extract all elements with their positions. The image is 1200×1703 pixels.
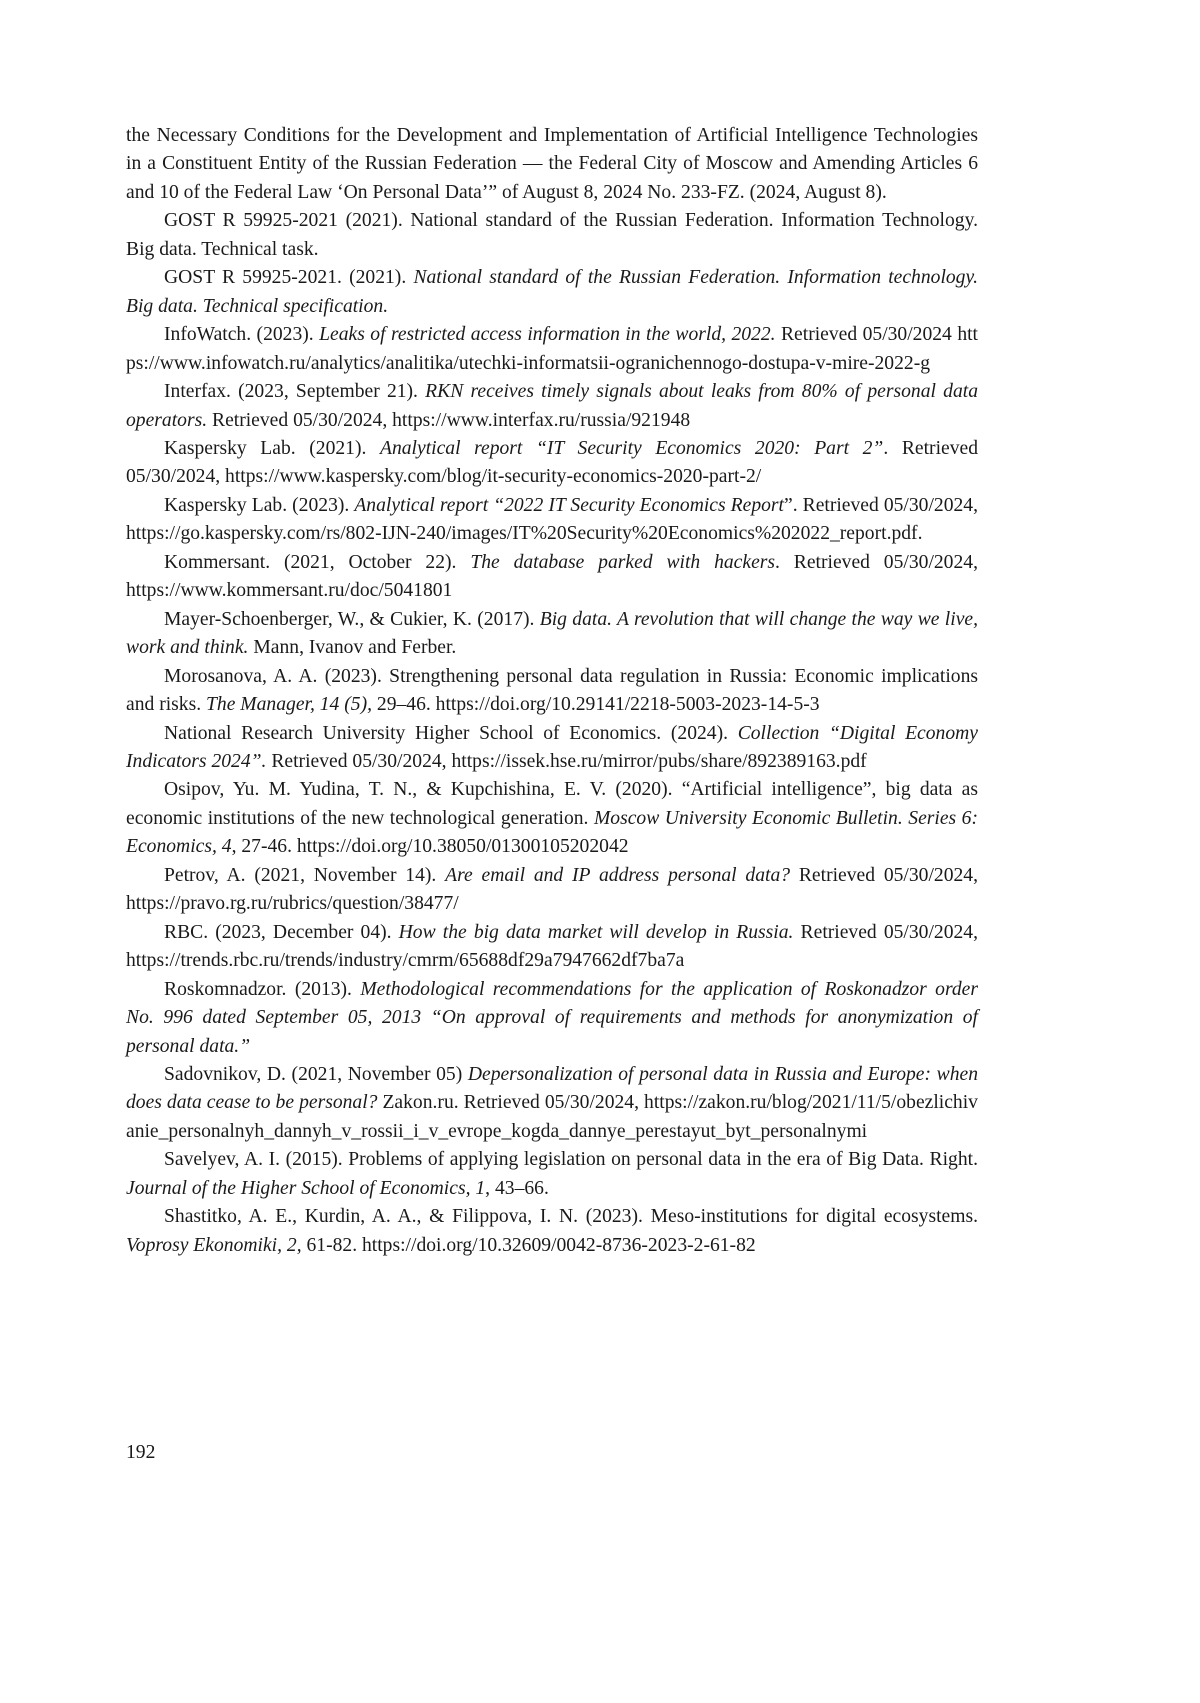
reference-url: https://go.kaspersky.com/rs/802-IJN-240/images/IT%20Security%20Economics%202022_report.pdf. [126,523,923,545]
reference-entry [126,862,978,919]
reference-title-italic: Moscow University Economic Bulletin. Series 6: Economics, 4 [126,807,978,858]
reference-text: Retrieved 05/30/2024 [775,324,958,346]
reference-entry [126,378,978,435]
reference-title-italic: Depersonalization of personal data in Russia and Europe: when does data cease to be personal? [126,1063,978,1114]
reference-url: https://www.infowatch.ru/analytics/analitika/utechki-informatsii-ogranichennogo-dostupa-v-mire-2022-g [126,324,978,374]
reference-text: Sadovnikov, D. (2021, November 05) [164,1063,468,1085]
reference-entry [126,1203,978,1260]
reference-text: , 43–66. [485,1177,549,1199]
reference-text: Osipov, Yu. M. Yudina, T. N., & Kupchishina, E. V. (2020). “Artificial intelligence”, big data as economic institutions of the new technological generation. [126,779,978,829]
reference-entry [126,919,978,976]
reference-text: Retrieved 05/30/2024, https://www.interfax.ru/russia/921948 [207,409,691,431]
reference-text: Zakon.ru. Retrieved 05/30/2024, [377,1092,645,1114]
reference-title-italic: Are email and IP address personal data? [445,864,791,886]
reference-title-italic: Big data. A revolution that will change the way we live, work and think. [126,608,978,659]
reference-title-italic: The database parked with hackers [470,551,776,573]
reference-entry [126,207,978,264]
reference-text: 61-82. https://doi.org/10.32609/0042-8736-2023-2-61-82 [301,1234,756,1256]
reference-entry [126,976,978,1061]
reference-title-italic: How the big data market will develop in Russia. [398,921,794,943]
reference-text: InfoWatch. (2023). [164,324,320,346]
reference-text: GOST R 59925-2021. (2021). [164,267,414,289]
reference-text: Savelyev, A. I. (2015). Problems of applying legislation on personal data in the era of Big Data. Right. [164,1149,978,1171]
reference-text: . Retrieved 05/30/2024, https://www.kommersant.ru/doc/5041801 [126,551,978,602]
reference-text: Retrieved 05/30/2024, https://pravo.rg.ru/rubrics/question/38477/ [126,864,978,915]
reference-text: , 27-46. https://doi.org/10.38050/01300105202042 [231,836,629,858]
reference-text: 29–46. https://doi.org/10.29141/2218-5003-2023-14-5-3 [372,694,820,716]
reference-text: Retrieved 05/30/2024, https://issek.hse.ru/mirror/pubs/share/892389163.pdf [266,750,867,772]
reference-text: National Research University Higher School of Economics. (2024). [164,722,738,744]
reference-text: Shastitko, A. E., Kurdin, A. A., & Filippova, I. N. (2023). Meso-institutions for digital ecosystems. [164,1206,978,1228]
reference-title-italic: RKN receives timely signals about leaks from 80% of personal data operators. [126,381,978,431]
reference-entry [126,264,978,321]
reference-title-italic: Journal of the Higher School of Economics, 1 [126,1177,486,1199]
reference-title-italic: Voprosy Ekonomiki, 2, [126,1234,302,1256]
reference-text: Kaspersky Lab. (2021). [164,437,380,459]
reference-title-italic: The Manager, 14 (5), [206,694,372,716]
reference-text: GOST R 59925-2021 (2021). National standard of the Russian Federation. Information Technology. Big data. Technical task. [126,210,978,260]
reference-text: Retrieved 05/30/2024, https://trends.rbc.ru/trends/industry/cmrm/65688df29a7947662df7ba7a [126,921,978,972]
reference-text: Mann, Ivanov and Ferber. [248,637,457,659]
reference-title-italic: Analytical report “2022 IT Security Economics Report [354,494,784,516]
reference-text: Mayer-Schoenberger, W., & Cukier, K. (2017). [164,608,540,630]
reference-entry [126,606,978,663]
reference-entry [126,1061,978,1146]
reference-entry [126,663,978,720]
reference-entry-continued [126,122,978,207]
reference-text: Petrov, A. (2021, November 14). [164,864,446,886]
reference-entry [126,435,978,492]
reference-entry [126,720,978,777]
reference-entry [126,321,978,378]
page-number: 192 [126,1442,156,1463]
reference-list [126,122,978,1260]
reference-entry [126,1146,978,1203]
reference-text: ”. Retrieved 05/30/2024, [784,494,978,516]
reference-entry [126,776,978,861]
reference-entry [126,492,978,549]
reference-text: Kommersant. (2021, October 22). [164,551,471,573]
reference-title-italic: Leaks of restricted access information in the world, 2022. [319,324,776,346]
reference-title-italic: Collection “Digital Economy Indicators 2024”. [126,722,978,772]
reference-text: RBC. (2023, December 04). [164,921,399,943]
reference-text: Interfax. (2023, September 21). [164,381,426,403]
reference-text: . Retrieved 05/30/2024, https://www.kaspersky.com/blog/it-security-economics-2020-part-2/ [126,437,979,488]
reference-title-italic: National standard of the Russian Federation. Information technology. Big data. Technical specification. [126,267,978,317]
reference-url: https://zakon.ru/blog/2021/11/5/obezlichivanie_personalnyh_dannyh_v_rossii_i_v_evrope_kogda_dannye_perestayut_byt_personalnymi [126,1092,978,1142]
reference-text: Morosanova, A. A. (2023). Strengthening personal data regulation in Russia: Economic implications and risks. [126,665,978,716]
reference-text: Kaspersky Lab. (2023). [164,494,355,516]
reference-title-italic: Methodological recommendations for the application of Roskonadzor order No. 996 dated September 05, 2013 “On approval of requirements and methods for anonymization of personal data.” [126,978,978,1057]
reference-title-italic: Analytical report “IT Security Economics 2020: Part 2” [380,437,884,459]
reference-text: the Necessary Conditions for the Development and Implementation of Artificial Intelligence Technologies in a Constituent Entity of the Russian Federation — the Federal City of Moscow and Amending Articles 6 and 10 of the Federal Law ‘On Personal Data’” of August 8, 2024 No. 233-FZ. (2024, August 8). [126,125,978,203]
reference-text: Roskomnadzor. (2013). [164,978,361,1000]
reference-entry [126,549,978,606]
